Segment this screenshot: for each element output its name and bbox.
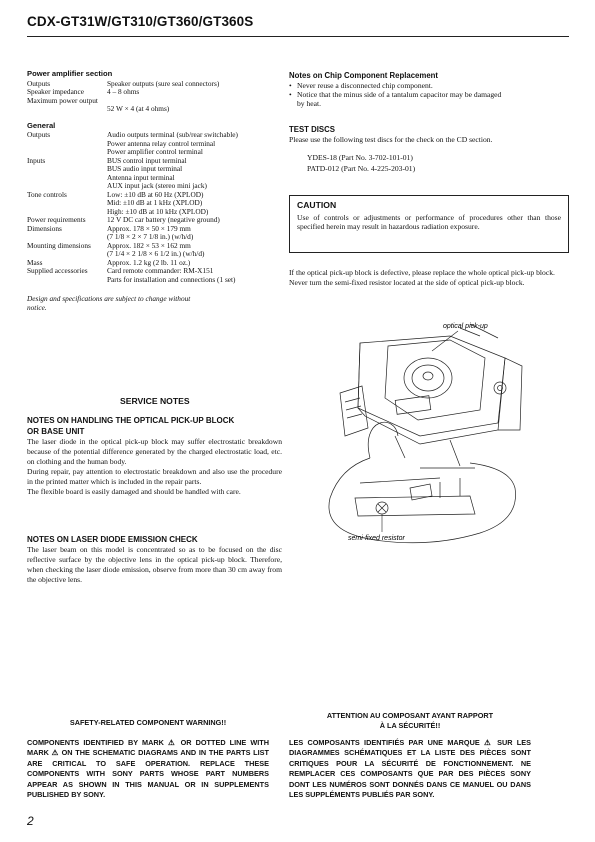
handling-para-2: During repair, pay attention to electrostatic breakdown and also use the procedure in the printed matter which is included in the repair parts. (27, 466, 282, 486)
spec-value: Speaker outputs (sure seal connectors) (107, 78, 220, 88)
spec-label: Outputs (27, 130, 51, 139)
handling-para-1: The laser diode in the optical pick-up block may suffer electrostatic breakdown because of the potential difference generated by the charged electrostatic load, etc. on clothing and the human body. (27, 437, 282, 466)
page-number: 2 (27, 814, 34, 828)
spec-row (27, 276, 282, 285)
spec-value: Power antenna relay control terminal (107, 138, 216, 148)
optical-pickup-label: optical pick-up (443, 323, 488, 330)
service-notes-title: SERVICE NOTES (120, 396, 190, 406)
spec-value: 52 W × 4 (at 4 ohms) (107, 104, 170, 113)
pickup-replacement-note (289, 268, 569, 287)
spec-value: High: ±10 dB at 10 kHz (XPLOD) (107, 206, 209, 216)
spec-label (27, 174, 107, 183)
chip-notes-section (289, 71, 569, 108)
optical-pickup-figure (300, 318, 570, 548)
caution-text: Use of controls or adjustments or performance of procedures other than those specified herein may result in hazardous radiation exposure. (297, 213, 561, 232)
power-amp-heading: Power amplifier section (27, 69, 113, 78)
spec-row (27, 97, 282, 114)
spec-label (27, 276, 107, 285)
chip-note-2-line-1: Notice that the minus side of a tantalum capacitor may be damaged (297, 90, 502, 99)
spec-label (27, 140, 107, 149)
warning-en-heading: SAFETY-RELATED COMPONENT WARNING!! (69, 718, 227, 727)
chip-note-bullet-2: • Notice that the minus side of a tantalum capacitor may be damaged by heat. (289, 90, 502, 108)
pickup-note-para-2: Never turn the semi-fixed resistor located at the side of optical pick-up block. (289, 277, 525, 287)
safety-warning-english (27, 718, 269, 800)
spec-change-note (27, 295, 282, 312)
spec-note-line-2: notice. (27, 302, 47, 312)
test-disc-list (289, 152, 569, 174)
power-amp-spec-list (27, 80, 282, 114)
warning-fr-heading-line-2: À LA SÉCURITÉ!! (379, 721, 441, 730)
optical-pickup-handling-section (27, 415, 282, 496)
safety-warning-french (289, 711, 531, 800)
spec-value: Power amplifier control terminal (107, 147, 203, 156)
pickup-note-para-1: If the optical pick-up block is defective, please replace the whole optical pick-up block. (289, 268, 555, 277)
emission-check-para: The laser beam on this model is concentrated so as to be focused on the disc reflective surface by the objective lens in the optical pick-up block. Therefore, when checking the laser diode emission, observe from more than 30 cm away from the objective lens. (27, 545, 282, 584)
caution-box (289, 195, 569, 253)
pickup-block-drawing (340, 324, 522, 466)
spec-label: Inputs (27, 155, 46, 165)
laser-emission-check-section (27, 534, 282, 585)
warning-fr-heading-line-1: ATTENTION AU COMPOSANT AYANT RAPPORT (326, 711, 494, 720)
spec-label: Dimensions (27, 223, 62, 233)
optical-pickup-leader (432, 331, 458, 351)
spec-value: Antenna input terminal (107, 172, 175, 182)
spec-value: Parts for installation and connections (1 set) (107, 274, 236, 284)
spec-value: Audio outputs terminal (sub/rear switchable) (107, 130, 238, 139)
spec-label: Tone controls (27, 189, 67, 199)
spec-label: Outputs (27, 78, 51, 88)
spec-value: (7 1/4 × 2 1/8 × 6 1/2 in.) (w/h/d) (107, 249, 205, 258)
spec-label: Speaker impedance (27, 87, 84, 96)
spec-value: Approx. 1.2 kg (2 lb. 11 oz.) (107, 257, 191, 267)
handling-heading-line-1: NOTES ON HANDLING THE OPTICAL PICK-UP BLOCK (27, 416, 235, 425)
spec-note-line-1: Design and specifications are subject to change without (27, 294, 191, 303)
spec-label: Maximum power output (27, 95, 98, 105)
chip-notes-heading: Notes on Chip Component Replacement (289, 71, 439, 80)
handling-para-3: The flexible board is easily damaged and should be handled with care. (27, 486, 241, 496)
test-discs-heading: TEST DISCS (289, 125, 335, 134)
spec-value: Card remote commander: RM-X151 (107, 266, 214, 275)
emission-check-heading: NOTES ON LASER DIODE EMISSION CHECK (27, 535, 198, 544)
specifications-section (27, 70, 282, 312)
general-heading: General (27, 120, 56, 130)
test-discs-intro: Please use the following test discs for the check on the CD section. (289, 135, 493, 144)
semi-fixed-resistor-label: semi-fixed resistor (348, 535, 405, 542)
magnified-detail (329, 422, 516, 543)
test-disc-1: YDES-18 (Part No. 3-702-101-01) (307, 153, 413, 162)
spec-value: BUS control input terminal (107, 155, 187, 165)
test-discs-section (289, 125, 569, 174)
caution-title: CAUTION (297, 200, 337, 210)
spec-value: BUS audio input terminal (107, 164, 183, 173)
spec-label: Supplied accessories (27, 266, 88, 275)
spec-value: AUX input jack (stereo mini jack) (107, 181, 207, 190)
general-spec-list (27, 131, 282, 284)
spec-label (27, 165, 107, 174)
spec-label: Power requirements (27, 215, 86, 224)
spec-label: Mass (27, 257, 43, 267)
warning-en-body: COMPONENTS IDENTIFIED BY MARK ⚠ OR DOTTED LINE WITH MARK ⚠ ON THE SCHEMATIC DIAGRAMS AND IN THE PARTS LIST ARE CRITICAL TO SAFE OPERATION. REPLACE THESE COMPONENTS WITH SONY PARTS WHOSE PART NUMBERS APPEAR AS SHOWN IN THIS MANUAL OR IN SUPPLEMENTS PUBLISHED BY SONY. (27, 738, 269, 800)
spec-value: 12 V DC car battery (negative ground) (107, 215, 220, 224)
chip-note-1-text: Never reuse a disconnected chip component. (297, 81, 433, 90)
document-title: CDX-GT31W/GT310/GT360/GT360S (27, 14, 254, 29)
spec-value: 4 – 8 ohms (107, 87, 140, 96)
chip-note-bullet-1: • Never reuse a disconnected chip component. (289, 81, 433, 90)
test-disc-2: PATD-012 (Part No. 4-225-203-01) (307, 164, 416, 173)
spec-value: (7 1/8 × 2 × 7 1/8 in.) (w/h/d) (107, 232, 194, 241)
spec-value: Approx. 178 × 50 × 179 mm (107, 223, 191, 233)
chip-note-2-line-2: by heat. (297, 99, 322, 108)
spec-value: Approx. 182 × 53 × 162 mm (107, 240, 191, 250)
spec-label (27, 199, 107, 208)
warning-fr-body: LES COMPOSANTS IDENTIFIÉS PAR UNE MARQUE ⚠ SUR LES DIAGRAMMES SCHÉMATIQUES ET LA LISTE DES PIÈCES SONT CRITIQUES POUR LA SÉCURITÉ DE FONCTIONNEMENT. NE REMPLACER CES COMPOSANTS QUE PAR DES PIÈCES SONY DONT LES NUMÉROS SONT DONNÉS DANS CE MANUEL OU DANS LES SUPPLÉMENTS PUBLIÉS PAR SONY. (289, 738, 531, 800)
spec-value: Mid: ±10 dB at 1 kHz (XPLOD) (107, 198, 203, 207)
handling-heading-line-2: OR BASE UNIT (27, 427, 85, 436)
spec-label: Mounting dimensions (27, 240, 91, 250)
spec-value: Low: ±10 dB at 60 Hz (XPLOD) (107, 189, 204, 199)
header-rule (27, 36, 569, 37)
